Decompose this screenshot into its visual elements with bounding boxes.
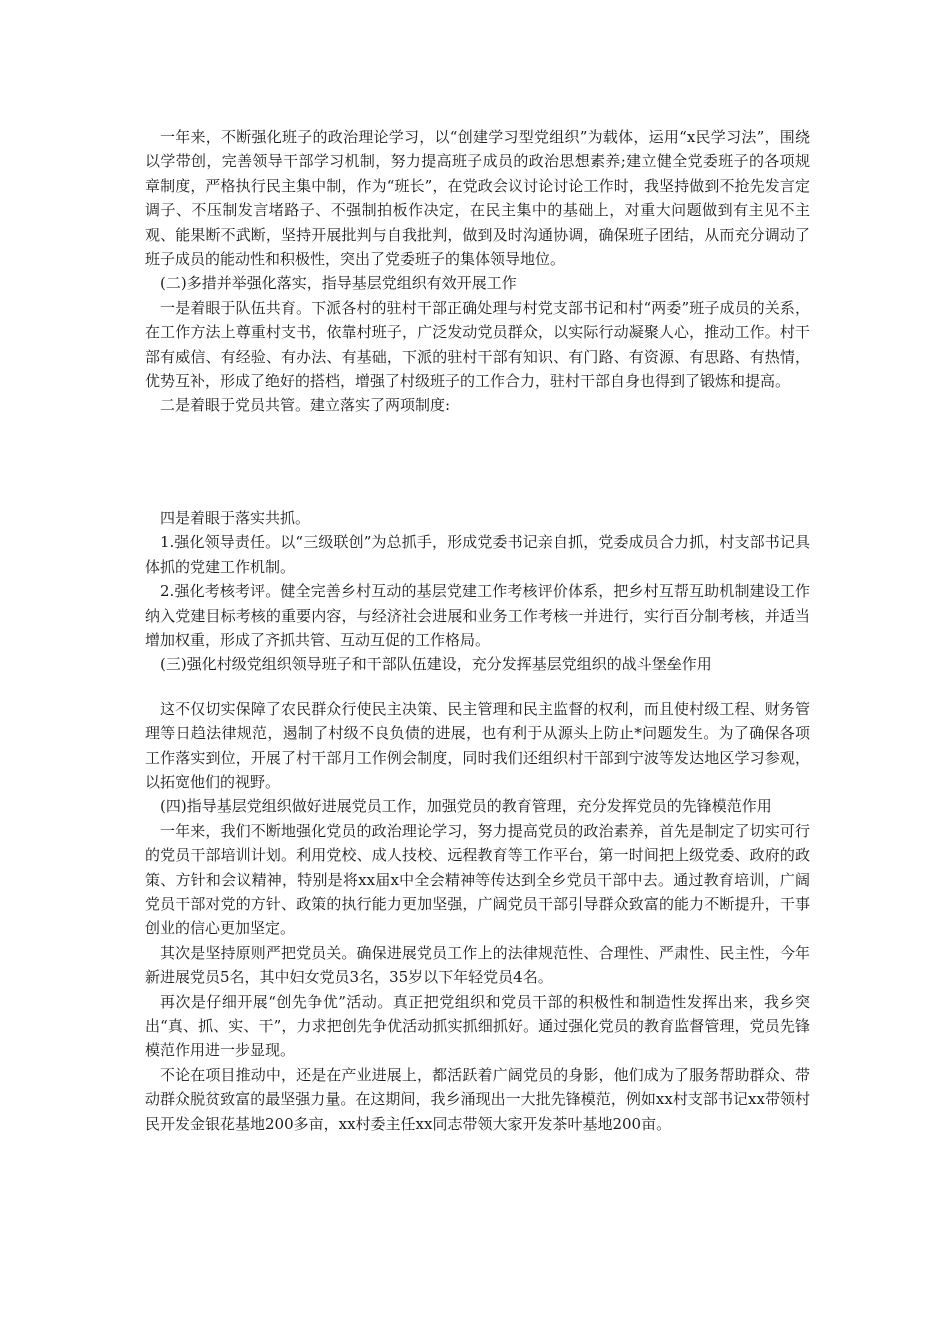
heading-section-3: (三)强化村级党组织领导班子和干部队伍建设，充分发挥基层党组织的战斗堡垒作用	[160, 655, 712, 674]
blank-gap	[145, 677, 810, 697]
paragraph-party-member-training: 一年来，我们不断地强化党员的政治理论学习，努力提高党员的政治素养，首先是制定了切实可行的党员干部培训计划。利用党校、成人技校、远程教育等工作平台，第一时间把上级党委、政府的政策、方针和会议精神，特别是将xx届x中全会精神等传达到全乡党员干部中去。通过教育培训，广阔党员干部对党的方针、政策的执行能力更加坚强，广阔党员干部引导群众致富的能力不断提升，干事创业的信心更加坚定。	[145, 821, 810, 938]
paragraph-democratic-rights: 这不仅切实保障了农民群众行使民主决策、民主管理和民主监督的权利，而且使村级工程、财务管理等日趋法律规范，遏制了村级不良负债的进展，也有利于从源头上防止*问题发生。为了确保各项工作落实到位，开展了村干部月工作例会制度，同时我们还组织村干部到宁波等发达地区学习参观，以拓宽他们的视野。	[145, 699, 810, 791]
paragraph-member-management: 二是着眼于党员共管。建立落实了两项制度:	[160, 396, 451, 415]
paragraph-excellence-campaign: 再次是仔细开展“创先争优”活动。真正把党组织和党员干部的积极性和制造性发挥出来，我乡突出“真、抓、实、干”，力求把创先争优活动抓实抓细抓好。通过强化党员的教育监督管理，党员先锋模范作用进一步显现。	[145, 992, 810, 1060]
paragraph-team-cultivation: 一是着眼于队伍共育。下派各村的驻村干部正确处理与村党支部书记和村“两委”班子成员的关系，在工作方法上尊重村支书，依靠村班子，广泛发动党员群众，以实际行动凝聚人心，推动工作。村干部有威信、有经验、有办法、有基础，下派的驻村干部有知识、有门路、有资源、有思路、有热情，优势互补，形成了绝好的搭档，增强了村级班子的工作合力，驻村干部自身也得到了锻炼和提高。	[145, 298, 810, 391]
paragraph-leadership-study: 一年来，不断强化班子的政治理论学习，以“创建学习型党组织”为载体，运用“x民学习法”，围绕以学带创，完善领导干部学习机制，努力提高班子成员的政治思想素养;建立健全党委班子的各项规章制度，严格执行民主集中制，作为“班长”，在党政会议讨论讨论工作时，我坚持做到不抢先发言定调子、不压制发言堵路子、不强制拍板作决定，在民主集中的基础上，对重大问题做到有主见不主观、能果断不武断，坚持开展批判与自我批判，做到及时沟通协调，确保班子团结，从而充分调动了班子成员的能动性和积极性，突出了党委班子的集体领导地位。	[145, 128, 810, 269]
paragraph-joint-implementation: 四是着眼于落实共抓。	[160, 508, 311, 527]
paragraph-member-recruitment: 其次是坚持原则严把党员关。确保进展党员工作上的法律规范性、合理性、严肃性、民主性，今年新进展党员5名，其中妇女党员3名，35岁以下年轻党员4名。	[145, 943, 810, 987]
paragraph-model-examples: 不论在项目推动中，还是在产业进展上，都活跃着广阔党员的身影，他们成为了服务帮助群众、带动群众脱贫致富的最坚强力量。在这期间，我乡涌现出一大批先锋模范，例如xx村支部书记xx带领村民开发金银花基地200多亩，xx村委主任xx同志带领大家开发茶叶基地200亩。	[145, 1065, 810, 1133]
blank-gap	[145, 418, 810, 506]
paragraph-leadership-responsibility: 1.强化领导责任。以“三级联创”为总抓手，形成党委书记亲自抓，党委成员合力抓，村支部书记具体抓的党建工作机制。	[145, 533, 810, 576]
heading-section-4: (四)指导基层党组织做好进展党员工作，加强党员的教育管理，充分发挥党员的先锋模范作用	[160, 797, 772, 816]
paragraph-assessment: 2.强化考核考评。健全完善乡村互动的基层党建工作考核评价体系，把乡村互帮互助机制建设工作纳入党建目标考核的重要内容，与经济社会进展和业务工作考核一并进行，实行百分制考核，并适当增加权重，形成了齐抓共管、互动互促的工作格局。	[145, 582, 810, 649]
heading-section-2: (二)多措并举强化落实，指导基层党组织有效开展工作	[160, 274, 517, 293]
